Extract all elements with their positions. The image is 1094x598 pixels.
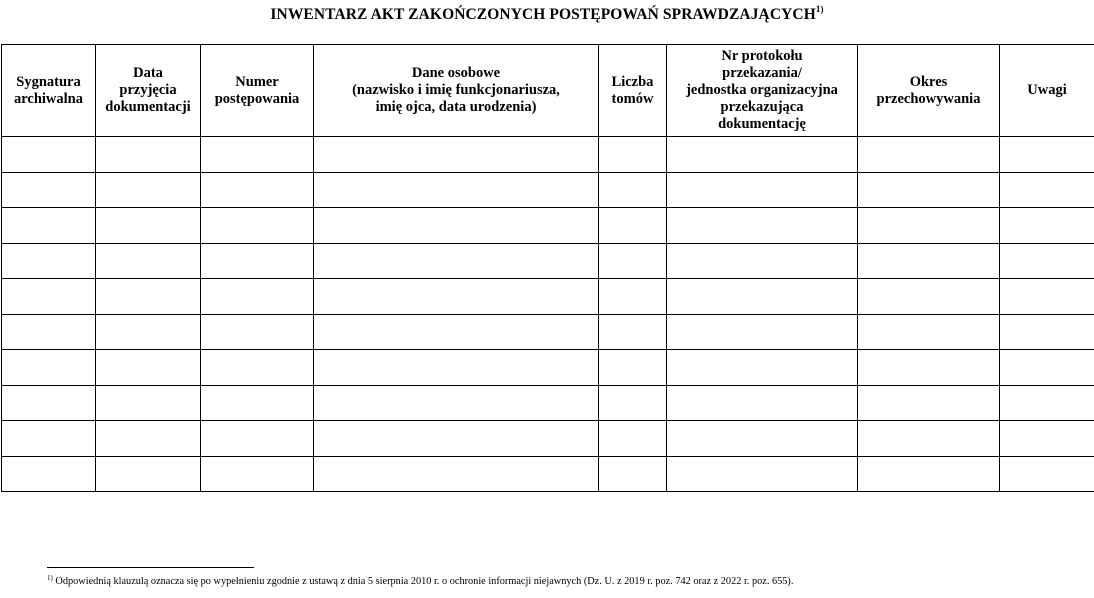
table-cell[interactable] (667, 243, 858, 279)
column-header-sygnatura-archiwalna: Sygnatura archiwalna (2, 45, 96, 137)
table-cell[interactable] (858, 385, 1000, 421)
table-cell[interactable] (858, 172, 1000, 208)
table-cell[interactable] (667, 456, 858, 492)
table-cell[interactable] (599, 279, 667, 315)
table-cell[interactable] (201, 421, 314, 457)
footnote-marker: 1) (47, 574, 53, 582)
table-cell[interactable] (96, 350, 201, 386)
table-cell[interactable] (96, 137, 201, 173)
table-cell[interactable] (314, 421, 599, 457)
table-cell[interactable] (1000, 314, 1094, 350)
table-cell[interactable] (2, 243, 96, 279)
table-cell[interactable] (314, 243, 599, 279)
table-cell[interactable] (96, 208, 201, 244)
table-cell[interactable] (2, 172, 96, 208)
table-cell[interactable] (599, 350, 667, 386)
footnote-divider (47, 567, 254, 568)
table-cell[interactable] (599, 137, 667, 173)
table-cell[interactable] (201, 456, 314, 492)
table-cell[interactable] (667, 137, 858, 173)
table-header-row (2, 45, 1094, 137)
table-cell[interactable] (2, 279, 96, 315)
table-cell[interactable] (599, 421, 667, 457)
table-row (2, 456, 1094, 492)
table-row (2, 385, 1094, 421)
table-cell[interactable] (96, 421, 201, 457)
table-cell[interactable] (201, 243, 314, 279)
table-cell[interactable] (667, 385, 858, 421)
table-cell[interactable] (201, 208, 314, 244)
column-header-okres-przechowywania: Okres przechowywania (858, 45, 1000, 137)
table-cell[interactable] (314, 350, 599, 386)
table-cell[interactable] (314, 279, 599, 315)
table-cell[interactable] (858, 137, 1000, 173)
table-cell[interactable] (201, 350, 314, 386)
table-cell[interactable] (201, 137, 314, 173)
table-cell[interactable] (314, 456, 599, 492)
table-cell[interactable] (201, 385, 314, 421)
table-cell[interactable] (667, 314, 858, 350)
table-cell[interactable] (96, 456, 201, 492)
table-cell[interactable] (599, 314, 667, 350)
table-cell[interactable] (314, 314, 599, 350)
table-cell[interactable] (2, 208, 96, 244)
table-row (2, 314, 1094, 350)
table-cell[interactable] (2, 137, 96, 173)
table-cell[interactable] (858, 279, 1000, 315)
table-cell[interactable] (1000, 137, 1094, 173)
table-body (2, 137, 1094, 492)
table-cell[interactable] (1000, 385, 1094, 421)
table-cell[interactable] (1000, 456, 1094, 492)
table-cell[interactable] (314, 172, 599, 208)
column-header-nr-protokolu: Nr protokołu przekazania/ jednostka organizacyjna przekazująca dokumentację (667, 45, 858, 137)
table-cell[interactable] (667, 279, 858, 315)
table-cell[interactable] (96, 314, 201, 350)
table-cell[interactable] (599, 385, 667, 421)
table-cell[interactable] (858, 243, 1000, 279)
table-cell[interactable] (667, 172, 858, 208)
column-header-numer-postepowania: Numer postępowania (201, 45, 314, 137)
document-title (0, 5, 1094, 25)
table-cell[interactable] (2, 385, 96, 421)
table-cell[interactable] (2, 314, 96, 350)
table-cell[interactable] (667, 208, 858, 244)
column-header-liczba-tomow: Liczba tomów (599, 45, 667, 137)
table-cell[interactable] (1000, 350, 1094, 386)
table-cell[interactable] (599, 208, 667, 244)
table-row (2, 208, 1094, 244)
table-cell[interactable] (858, 208, 1000, 244)
table-cell[interactable] (1000, 243, 1094, 279)
table-cell[interactable] (858, 314, 1000, 350)
table-cell[interactable] (1000, 421, 1094, 457)
table-cell[interactable] (1000, 208, 1094, 244)
table-cell[interactable] (314, 208, 599, 244)
table-cell[interactable] (96, 279, 201, 315)
table-cell[interactable] (314, 137, 599, 173)
table-cell[interactable] (201, 314, 314, 350)
column-header-data-przyjecia: Data przyjęcia dokumentacji (96, 45, 201, 137)
table-cell[interactable] (858, 350, 1000, 386)
table-row (2, 172, 1094, 208)
table-cell[interactable] (1000, 172, 1094, 208)
table-cell[interactable] (2, 421, 96, 457)
table-row (2, 137, 1094, 173)
table-cell[interactable] (667, 350, 858, 386)
table-cell[interactable] (96, 385, 201, 421)
table-cell[interactable] (1000, 279, 1094, 315)
table-cell[interactable] (667, 421, 858, 457)
table-cell[interactable] (599, 172, 667, 208)
table-cell[interactable] (2, 350, 96, 386)
table-cell[interactable] (2, 456, 96, 492)
table-row (2, 243, 1094, 279)
column-header-dane-osobowe: Dane osobowe (nazwisko i imię funkcjonariusza, imię ojca, data urodzenia) (314, 45, 599, 137)
table-row (2, 421, 1094, 457)
table-cell[interactable] (599, 243, 667, 279)
table-cell[interactable] (96, 172, 201, 208)
table-cell[interactable] (201, 279, 314, 315)
table-cell[interactable] (96, 243, 201, 279)
inventory-table (1, 44, 1094, 492)
table-cell[interactable] (599, 456, 667, 492)
table-cell[interactable] (201, 172, 314, 208)
footnote (47, 575, 793, 588)
table-row (2, 350, 1094, 386)
table-cell[interactable] (858, 456, 1000, 492)
table-cell[interactable] (314, 385, 599, 421)
footnote-text: Odpowiednią klauzulą oznacza się po wypełnieniu zgodnie z ustawą z dnia 5 sierpnia 2010 r. o ochronie informacji niejawnych (Dz. U. z 2019 r. poz. 742 oraz z 2022 r. poz. 655). (52, 576, 794, 587)
table-row (2, 279, 1094, 315)
document-title-text: INWENTARZ AKT ZAKOŃCZONYCH POSTĘPOWAŃ SPRAWDZAJĄCYCH (270, 6, 816, 23)
column-header-uwagi: Uwagi (1000, 45, 1094, 137)
table-cell[interactable] (858, 421, 1000, 457)
title-footnote-ref: 1) (815, 4, 824, 14)
